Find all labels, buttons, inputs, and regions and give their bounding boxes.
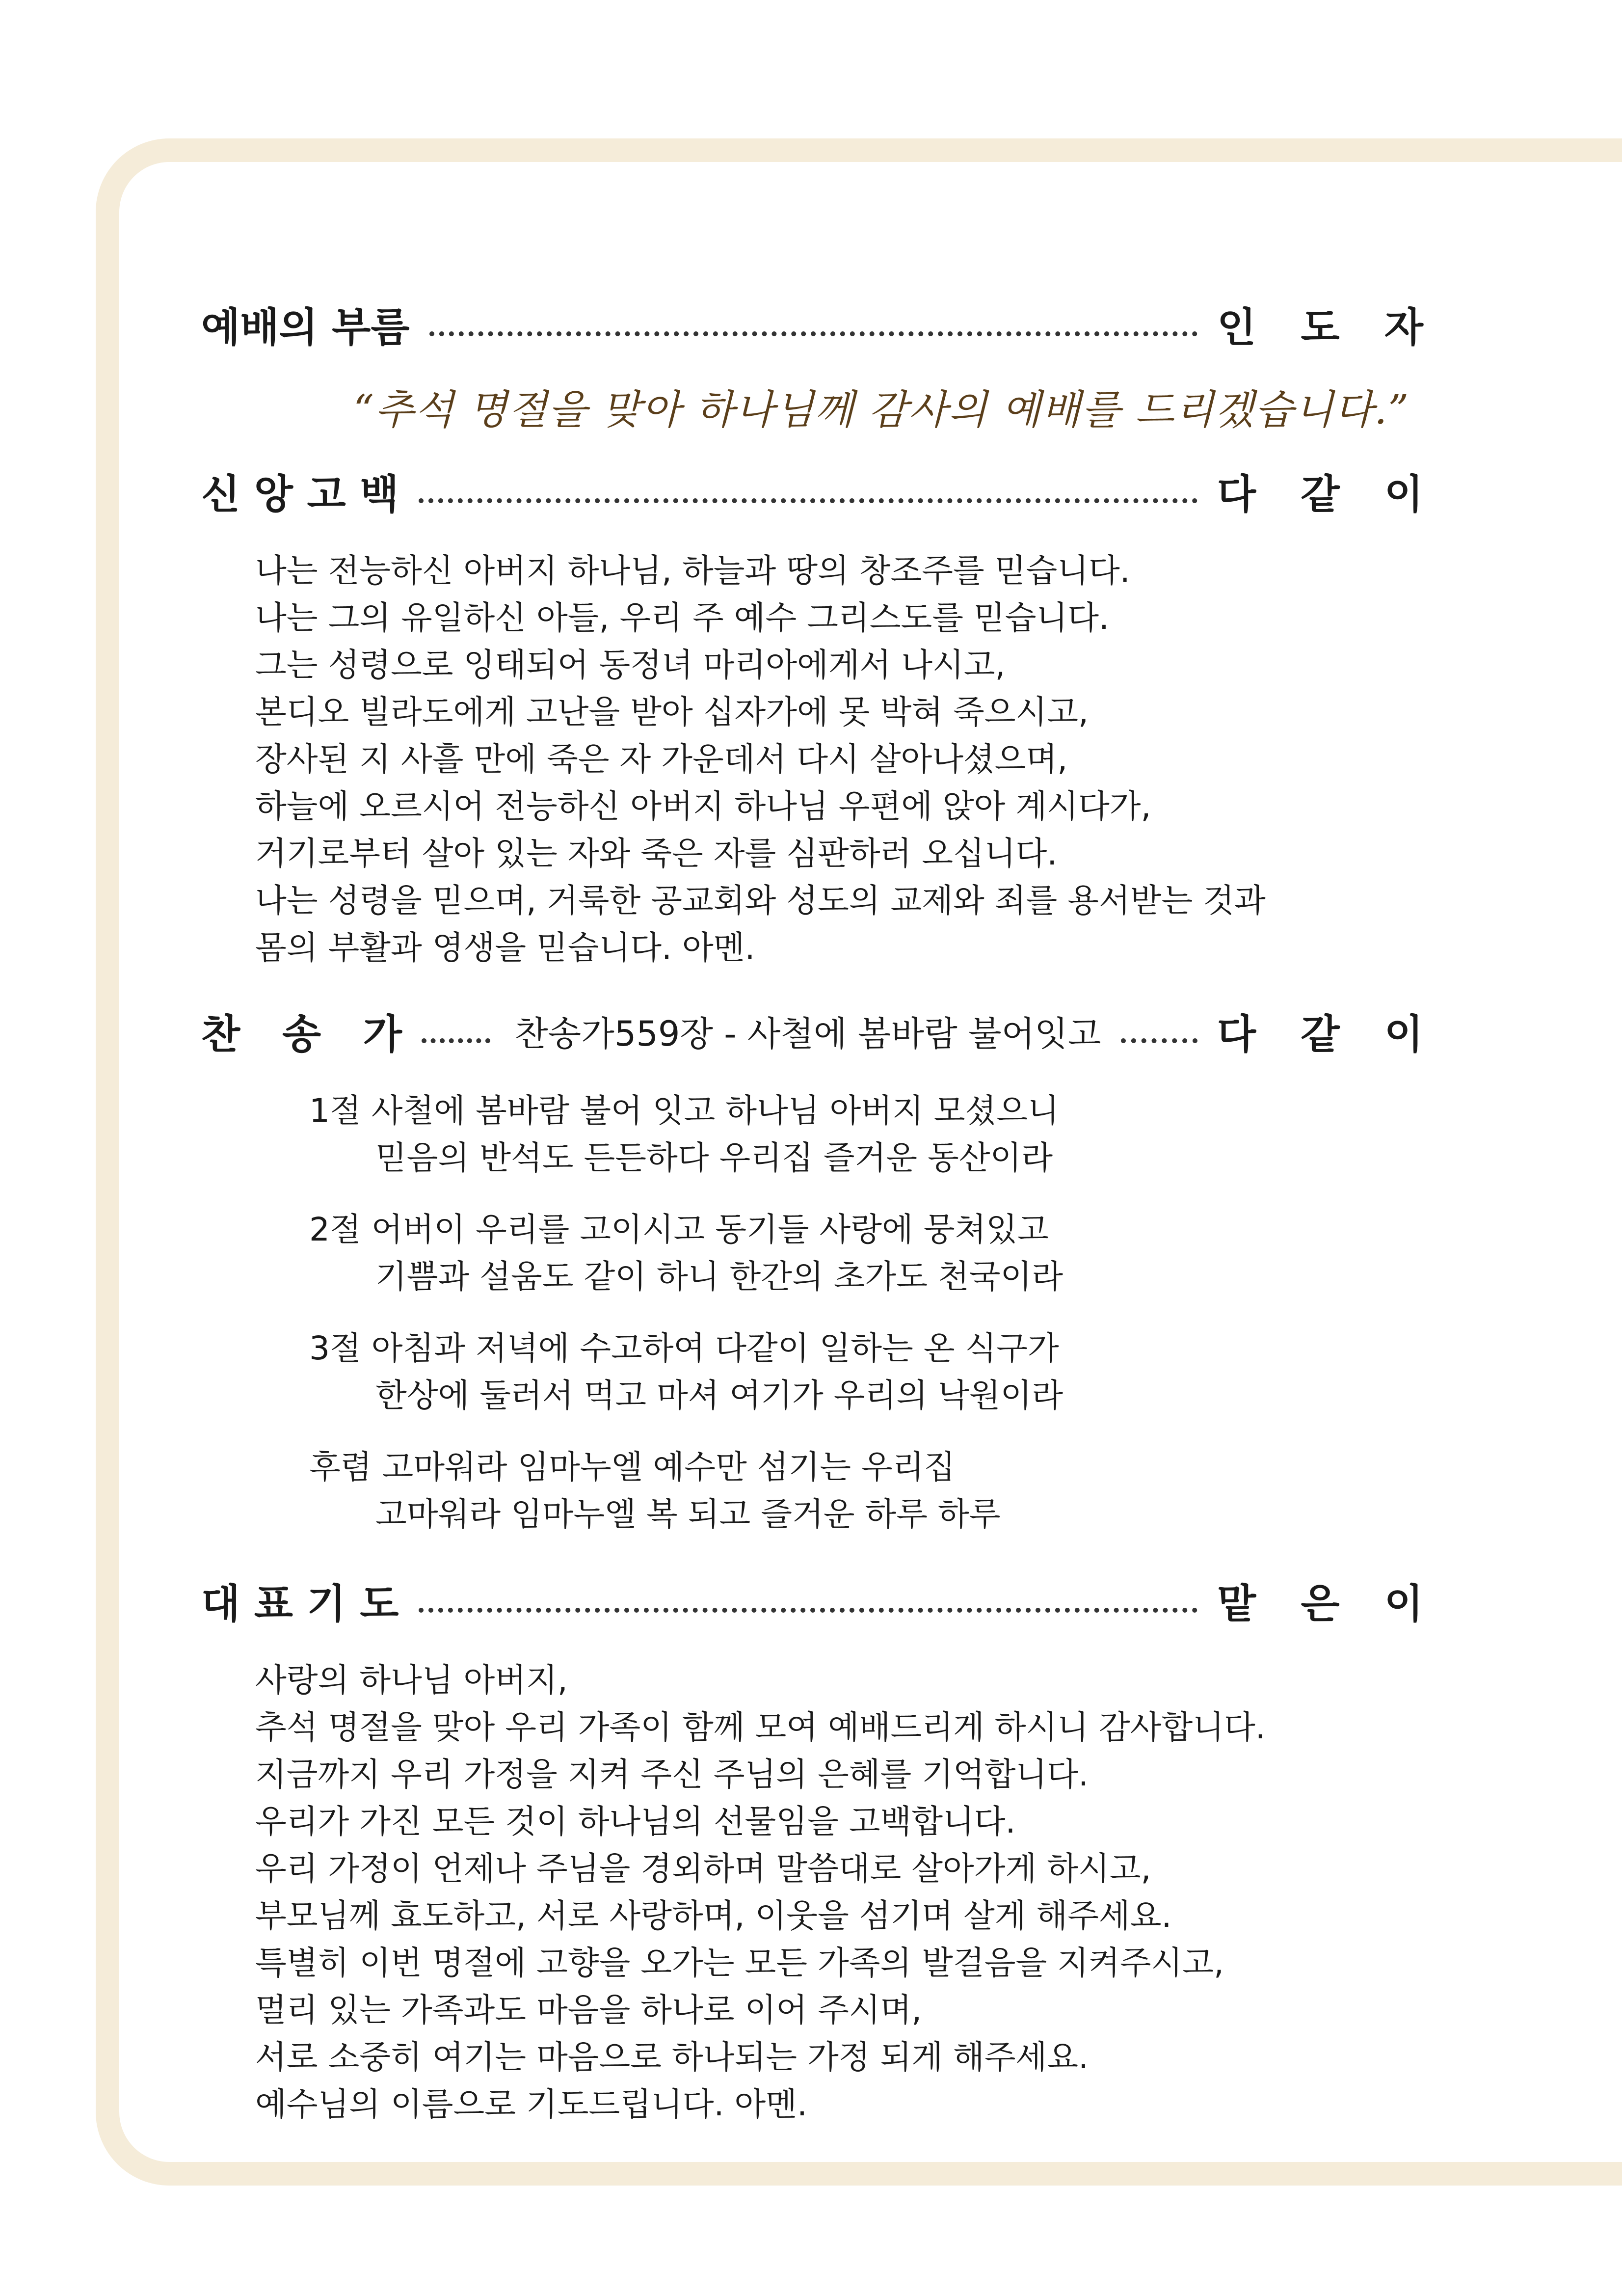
leader-dots <box>1121 1038 1198 1043</box>
section-title: 찬 송 가 <box>201 1011 402 1058</box>
leader-dots <box>419 498 1198 503</box>
prayer-line: 지금까지 우리 가정을 지켜 주신 주님의 은혜를 기억합니다. <box>255 1756 1089 1793</box>
role-label: 인 도 자 <box>1217 304 1423 351</box>
prayer-line: 사랑의 하나님 아버지, <box>255 1661 568 1699</box>
hymn-verse: 2절 어버이 우리를 고이시고 동기들 사랑에 뭉쳐있고 기쁨과 설움도 같이 하니 한간의 초가도 천국이라 <box>309 1211 1063 1296</box>
creed-line: 몸의 부활과 영생을 믿습니다. 아멘. <box>255 929 755 967</box>
section-hymn <box>201 1004 1423 1058</box>
prayer-line: 서로 소중히 여기는 마음으로 하나되는 가정 되게 해주세요. <box>255 2038 1089 2076</box>
prayer-line: 우리 가정이 언제나 주님을 경외하며 말씀대로 살아가게 하시고, <box>255 1850 1151 1888</box>
hymn-verse: 3절 아침과 저녁에 수고하여 다같이 일하는 온 식구가 한상에 둘러서 먹고 마셔 여기가 우리의 낙원이라 <box>309 1329 1063 1414</box>
section-prayer <box>201 1573 1423 1627</box>
section-creed <box>201 464 1423 518</box>
creed-line: 나는 그의 유일하신 아들, 우리 주 예수 그리스도를 믿습니다. <box>255 599 1109 637</box>
prayer-line: 멀리 있는 가족과도 마음을 하나로 이어 주시며, <box>255 1991 922 2029</box>
creed-line: 장사된 지 사흘 만에 죽은 자 가운데서 다시 살아나셨으며, <box>255 740 1068 778</box>
creed-text <box>255 547 1266 972</box>
prayer-text <box>255 1657 1266 2128</box>
role-label: 맡 은 이 <box>1217 1580 1423 1627</box>
section-call-to-worship <box>201 297 1423 351</box>
creed-line: 거기로부터 살아 있는 자와 죽은 자를 심판하러 오십니다. <box>255 835 1058 872</box>
prayer-line: 우리가 가진 모든 것이 하나님의 선물임을 고백합니다. <box>255 1803 1016 1840</box>
role-label: 다 같 이 <box>1217 471 1423 518</box>
creed-line: 본디오 빌라도에게 고난을 받아 십자가에 못 박혀 죽으시고, <box>255 693 1089 731</box>
creed-line: 나는 전능하신 아버지 하나님, 하늘과 땅의 창조주를 믿습니다. <box>255 552 1130 590</box>
prayer-line: 추석 명절을 맞아 우리 가족이 함께 모여 예배드리게 하시니 감사합니다. <box>255 1708 1266 1746</box>
leader-dots <box>419 1608 1198 1613</box>
leader-dots <box>429 331 1197 336</box>
role-label: 다 같 이 <box>1217 1011 1423 1058</box>
section-title: 신 앙 고 백 <box>201 471 399 518</box>
section-title: 대 표 기 도 <box>201 1580 399 1627</box>
creed-line: 나는 성령을 믿으며, 거룩한 공교회와 성도의 교제와 죄를 용서받는 것과 <box>255 882 1266 919</box>
creed-line: 하늘에 오르시어 전능하신 아버지 하나님 우편에 앉아 계시다가, <box>255 787 1151 825</box>
prayer-line: 부모님께 효도하고, 서로 사랑하며, 이웃을 섬기며 살게 해주세요. <box>255 1897 1172 1935</box>
section-title: 예배의 부름 <box>201 304 410 351</box>
leader-dots <box>422 1038 490 1043</box>
call-to-worship-callout: “추석 명절을 맞아 하나님께 감사의 예배를 드리겠습니다.” <box>353 387 1410 433</box>
prayer-line: 예수님의 이름으로 기도드립니다. 아멘. <box>255 2085 807 2123</box>
hymn-title: 찬송가559장 - 사철에 봄바람 불어잇고 <box>514 1013 1101 1054</box>
hymn-verse: 1절 사철에 봄바람 불어 잇고 하나님 아버지 모셨으니 믿음의 반석도 든든하다 우리집 즐거운 동산이라 <box>309 1092 1059 1177</box>
prayer-line: 특별히 이번 명절에 고향을 오가는 모든 가족의 발걸음을 지켜주시고, <box>255 1944 1224 1982</box>
hymn-verse: 후렴 고마워라 임마누엘 예수만 섬기는 우리집 고마워라 임마누엘 복 되고 즐거운 하루 하루 <box>309 1448 1001 1533</box>
creed-line: 그는 성령으로 잉태되어 동정녀 마리아에게서 나시고, <box>255 646 1006 684</box>
